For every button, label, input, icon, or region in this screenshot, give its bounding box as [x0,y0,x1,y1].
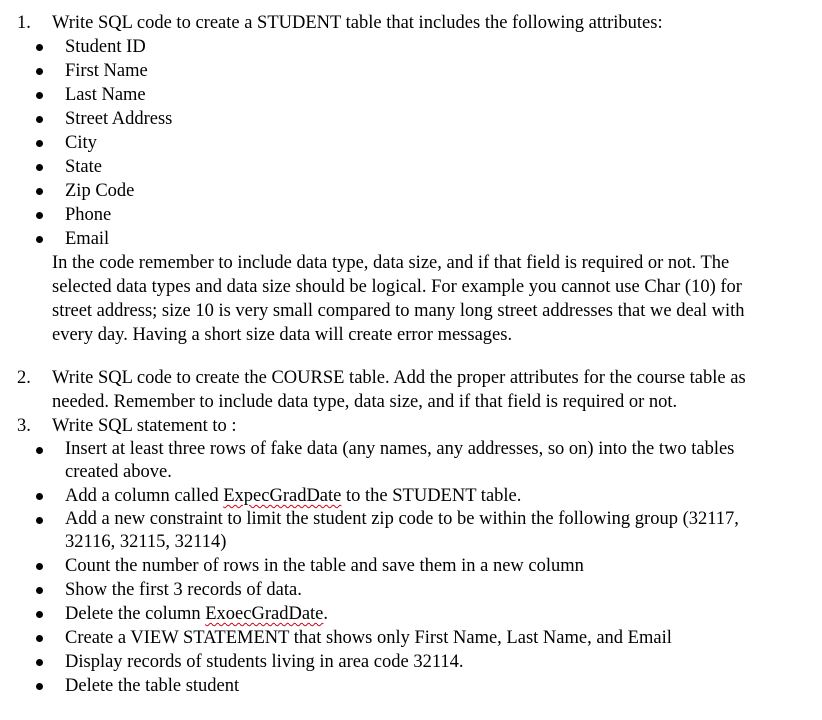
task-item: Create a VIEW STATEMENT that shows only First Name, Last Name, and Email [0,626,822,650]
question-1-heading: Write SQL code to create a STUDENT table that includes the following attributes: [52,13,663,33]
bullet-icon [36,236,43,243]
attribute-item: City [0,131,822,155]
misspelled-word: ExoecGradDate [205,604,324,624]
attribute-item: Street Address [0,107,822,131]
attribute-item: Phone [0,203,822,227]
bullet-icon [36,447,43,454]
attribute-item: Student ID [0,35,822,59]
task-item: Delete the table student [0,674,822,698]
question-1-number: 1. [17,13,31,33]
note-line: street address; size 10 is very small compared to many long street addresses that we deal with [52,301,745,321]
bullet-icon [36,140,43,147]
task-item: Show the first 3 records of data. [0,578,822,602]
attribute-item: First Name [0,59,822,83]
bullet-icon [36,188,43,195]
sql-task-list [0,438,822,698]
bullet-icon [36,683,43,690]
question-2-number: 2. [17,368,31,388]
bullet-icon [36,116,43,123]
task-item: Delete the column ExoecGradDate. [0,602,822,626]
bullet-icon [36,212,43,219]
bullet-icon [36,493,43,500]
question-1 [0,11,822,35]
bullet-icon [36,659,43,666]
bullet-icon [36,517,43,524]
bullet-icon [36,68,43,75]
question-1-note [0,251,822,347]
question-2-line: Write SQL code to create the COURSE table. Add the proper attributes for the course table as [52,368,746,388]
task-item: Insert at least three rows of fake data (any names, any addresses, so on) into the two tables created above. [0,438,822,484]
bullet-icon [36,164,43,171]
question-3-number: 3. [17,416,31,436]
task-item: Add a column called ExpecGradDate to the STUDENT table. [0,484,822,508]
note-line: every day. Having a short size data will create error messages. [52,325,513,345]
note-line: selected data types and data size should be logical. For example you cannot use Char (10) for [52,277,742,297]
misspelled-word: ExpecGradDate [223,486,342,506]
attribute-item: State [0,155,822,179]
note-line: In the code remember to include data type, data size, and if that field is required or not. The [52,253,730,273]
attribute-item: Email [0,227,822,251]
question-2 [0,366,822,414]
bullet-icon [36,587,43,594]
bullet-icon [36,611,43,618]
question-2-line: needed. Remember to include data type, data size, and if that field is required or not. [52,392,678,412]
student-attribute-list [0,35,822,251]
bullet-icon [36,635,43,642]
bullet-icon [36,92,43,99]
bullet-icon [36,44,43,51]
task-item: Count the number of rows in the table and save them in a new column [0,554,822,578]
question-3-heading: Write SQL statement to : [52,416,237,436]
attribute-item: Zip Code [0,179,822,203]
task-item: Add a new constraint to limit the student zip code to be within the following group (32117, 32116, 32115, 32114) [0,508,822,554]
paragraph-gap [0,347,822,366]
attribute-item: Last Name [0,83,822,107]
bullet-icon [36,563,43,570]
question-3 [0,414,822,438]
task-item: Display records of students living in area code 32114. [0,650,822,674]
